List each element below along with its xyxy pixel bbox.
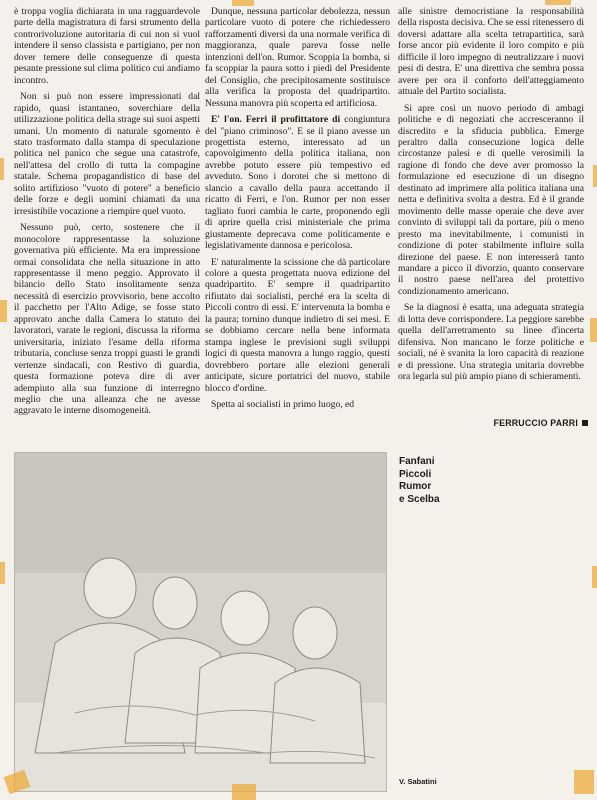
tape-mark	[574, 770, 594, 794]
tape-mark	[0, 300, 7, 322]
paragraph: Non si può non essere impressionati dal rapido, quasi istantaneo, soverchiare della utilizzazione politica della strage sui suoi aspetti umani. Un momento di naturale sgomento è stato trasformato dalla stampa di speculazione politica nel panico che segue una catastrofe, nell'attesa del crollo di tutta la compagine statale. Schema propagandistico di base del solito artifizioso "vuoto di potere" a beneficio delle forze e degli uomini chiamati da una irresistibile vocazione a riempire quel vuoto.	[14, 91, 200, 217]
paragraph: alle sinistre democristiane la responsabilità della risposta decisiva. Che se essi ritenessero di doversi adattare alla scelta tetrapartitica, sarà forse ancor più evidente il loro compito e più difficile il loro impegno di neutralizzare i nuovi pesi di destra. E' una direttiva che sembra possa avere per ora il conforto dell'atteggiamento attuale del Partito socialista.	[398, 6, 584, 98]
article-column-1	[14, 6, 200, 422]
caption-line: Fanfani	[399, 456, 435, 467]
news-photo	[14, 452, 387, 792]
tape-mark	[545, 0, 571, 5]
tape-mark	[593, 165, 597, 187]
article-column-2	[205, 6, 390, 415]
paragraph	[205, 114, 390, 251]
caption-line: Piccoli	[399, 468, 432, 480]
tape-mark	[232, 784, 256, 800]
caption-line: Rumor	[399, 481, 432, 492]
paragraph: Dunque, nessuna particolar debolezza, nessun particolare vuoto di potere che richiedessero rafforzamenti diversi da una normale verifica di maggioranza, quale pareva fosse nelle intenzioni dell'on. Rumor. Scoppia la bomba, si fa scoppiar la paura sotto i piedi del Presidente del Consiglio, che precipitosamente sostituisce alla verifica la proposta del quadripartito. Nessuna manovra più scoperta ed artificiosa.	[205, 6, 390, 109]
paragraph: Se la diagnosi è esatta, una adeguata strategia di lotta deve corrispondere. La peggiore sarebbe quella dell'arretramento su linee d'incerta difensiva. Non mancano le forze politiche e sociali, né è svanita la loro capacità di reazione e di pressione. Una strategia unitaria dovrebbe ora legarla sul più ampio piano di schieramenti.	[398, 302, 584, 383]
tape-mark	[0, 158, 4, 180]
paragraph: Spetta ai socialisti in primo luogo, ed	[211, 398, 355, 410]
paragraph: E' naturalmente la scissione che dà particolare colore a questa progettata nuova edizione del quadripartito. E' sempre il quadripartito rifiutato dai socialisti, perché era la scelta di Piccoli contro di essi. E' intervenuta la bomba e la paura; tornino dunque indietro di sei mesi. E se dobbiamo cercare nella bene informata stampa inglese le previsioni sugli sviluppi logici di questa manovra a lungo raggio, questi dovrebbero portare alle elezioni generali anticipate, sicure portatrici del nuovo, stabile blocco d'ordine.	[205, 256, 390, 394]
photo-caption	[399, 456, 519, 506]
paragraph-text: congiuntura del "piano criminoso". E se il piano avesse un progettista esterno, interessato ad un capovolgimento della politica italiana, non avrebbe potuto essere più tempestivo ed avveduto. Sono i dorotei che si mettono di slancio a cavallo della paura accettando il ricatto di Ferri, e l'on. Rumor per non esser tagliato fuori cambia le carte, proponendo egli di aprire quella crisi ministeriale che prima giustamente deprecava come politicamente e legislativamente dannosa e pericolosa.	[205, 114, 390, 252]
photo-credit: V. Sabatini	[399, 777, 437, 786]
end-mark-icon	[582, 420, 588, 426]
caption-line: e Scelba	[399, 493, 440, 505]
photo-illustration	[15, 453, 386, 791]
tape-mark	[590, 318, 597, 342]
author-byline	[470, 418, 588, 428]
tape-mark	[0, 562, 5, 584]
paragraph: Si apre così un nuovo periodo di ambagi politiche e di negoziati che accresceranno il discredito e la sfiducia pubblica. Emerge peraltro dalla consecuzione logica delle circostanze palesi e di quelle verosimili la ragione di fondo che deve aver promosso la formulazione ed esecuzione di un disegno destinato ad imprimere alla politica italiana una netta e definitiva svolta a destra. Ed è il grande movimento delle masse operaie che deve aver convinto di sviluppi tali da portare, più o meno presto ma inevitabilmente, i comunisti in condizione di poter stabilmente influire sulla direzione del paese. E non interesserà tanto mandare a picco il divorzio, quanto conservare il nostro paese nell'area del protettivo condizionamento americano.	[398, 102, 584, 297]
paragraph: è troppa voglia dichiarata in una ragguardevole parte della magistratura di farsi strumento della controrivoluzione autoritaria di cui non si vuol intendere il senso classista e partigiano, per non dover temere delle conseguenze di questa pesante pressione sul clima politico cui andiamo incontro.	[14, 6, 200, 86]
bold-lead-in: E' l'on. Ferri il profittatore di	[211, 114, 341, 126]
paragraph: Nessuno può, certo, sostenere che il monocolore rappresentasse la soluzione governativa più efficiente. Ma era impressione ormai consolidata che nella situazione in atto rappresentasse il meno peggio. Approvato il bilancio dello Stato insolitamente senza necessità di esercizio provvisorio, bene accolto il pacchetto per l'Alto Adige, se fosse stato approvato anche dalla Camera lo statuto dei lavoratori, varate le regioni, discussa la riforma universitaria, iniziato l'esame della riforma tributaria, concluse senza troppi guasti le grandi vertenze sindacali, con Restivo di guardia, questa formazione poteva dire di aver adempiuto alla sua funzione di interregno meglio che una alleanza che ne avesse aggravato le interne disomogeneità.	[14, 222, 200, 417]
article-column-3	[398, 6, 584, 388]
tape-mark	[592, 566, 597, 588]
author-name: FERRUCCIO PARRI	[493, 418, 578, 428]
